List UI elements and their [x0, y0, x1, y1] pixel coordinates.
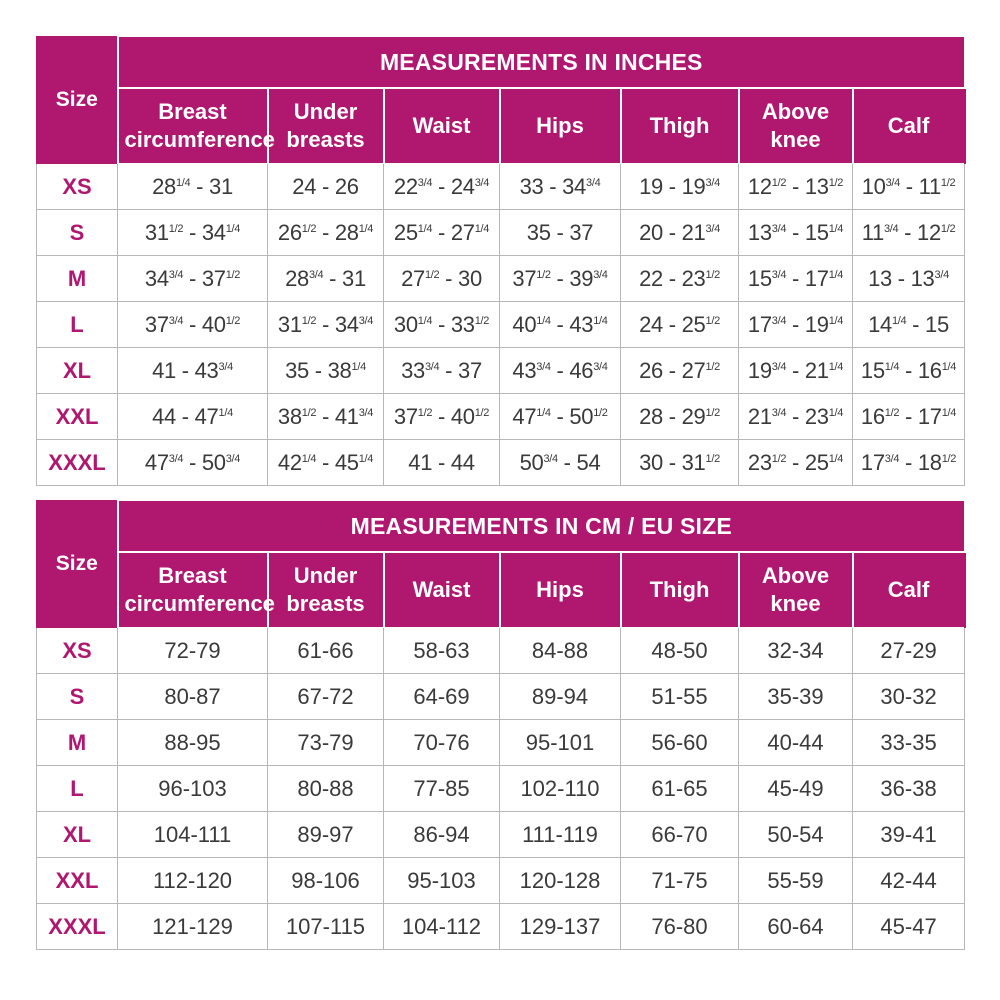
measurement-cell: $30 - 31^{1/2}$	[621, 440, 739, 486]
measurement-cell: $19 - 19^{3/4}$	[621, 164, 739, 210]
fraction-superscript: 3/4	[934, 268, 949, 281]
fraction-superscript: 1/4	[417, 314, 433, 327]
fraction-superscript: 3/4	[218, 360, 233, 373]
measurement-cell: 27-29	[853, 628, 965, 674]
fraction-superscript: 3/4	[883, 222, 899, 235]
fraction-superscript: 1/2	[940, 222, 956, 235]
column-header-row	[37, 552, 965, 628]
measurement-cell: $16^{1/2} - 17^{1/4}$	[853, 394, 965, 440]
fraction-superscript: 1/4	[884, 360, 900, 373]
measurement-cell: $15^{1/4} - 16^{1/4}$	[853, 348, 965, 394]
fraction-superscript: 1/4	[474, 222, 490, 235]
column-header: Under breasts	[268, 552, 384, 628]
measurement-cell: 35-39	[739, 674, 853, 720]
measurement-cell: $43^{3/4} - 46^{3/4}$	[500, 348, 621, 394]
measurement-cell: 72-79	[118, 628, 268, 674]
measurement-cell: 60-64	[739, 904, 853, 950]
measurement-cell: $14^{1/4} - 15$	[853, 302, 965, 348]
measurement-cell: 88-95	[118, 720, 268, 766]
measurement-cell: $11^{3/4} - 12^{1/2}$	[853, 210, 965, 256]
cm-table-body	[37, 628, 965, 950]
measurement-cell: 84-88	[500, 628, 621, 674]
table-row	[37, 256, 965, 302]
fraction-superscript: 1/4	[536, 314, 551, 327]
size-label: XXL	[37, 858, 118, 904]
fraction-superscript: 3/4	[536, 360, 551, 373]
column-header: Breast circumference	[118, 88, 268, 164]
measurement-cell: $15^{3/4} - 17^{1/4}$	[739, 256, 853, 302]
size-label: XXL	[37, 394, 118, 440]
fraction-superscript: 1/4	[891, 314, 907, 327]
measurement-cell: 35 - 37	[500, 210, 621, 256]
measurement-cell: $44 - 47^{1/4}$	[118, 394, 268, 440]
measurement-cell: 120-128	[500, 858, 621, 904]
measurement-cell: 64-69	[384, 674, 500, 720]
table-row	[37, 302, 965, 348]
fraction-superscript: 1/4	[536, 406, 551, 419]
fraction-superscript: 1/4	[828, 314, 844, 327]
fraction-superscript: 3/4	[358, 406, 374, 419]
table-row	[37, 858, 965, 904]
measurement-cell: $47^{3/4} - 50^{3/4}$	[118, 440, 268, 486]
measurement-cell: 42-44	[853, 858, 965, 904]
fraction-superscript: 1/4	[828, 222, 844, 235]
measurement-cell: 30-32	[853, 674, 965, 720]
measurement-cell: 80-88	[268, 766, 384, 812]
fraction-superscript: 1/4	[941, 360, 957, 373]
measurement-cell: $28 - 29^{1/2}$	[621, 394, 739, 440]
table-row	[37, 210, 965, 256]
measurement-cell: $47^{1/4} - 50^{1/2}$	[500, 394, 621, 440]
measurement-cell: $35 - 38^{1/4}$	[268, 348, 384, 394]
measurement-cell: 66-70	[621, 812, 739, 858]
fraction-superscript: 1/2	[225, 314, 241, 327]
measurement-cell: 73-79	[268, 720, 384, 766]
measurement-cell: 80-87	[118, 674, 268, 720]
measurement-cell: $33 - 34^{3/4}$	[500, 164, 621, 210]
measurement-cell: 67-72	[268, 674, 384, 720]
fraction-superscript: 1/4	[358, 222, 374, 235]
fraction-superscript: 1/2	[705, 360, 720, 373]
measurement-cell: $28^{1/4} - 31$	[118, 164, 268, 210]
fraction-superscript: 1/4	[417, 222, 433, 235]
measurement-cell: 121-129	[118, 904, 268, 950]
table-row	[37, 812, 965, 858]
column-header: Calf	[853, 88, 965, 164]
measurement-cell: $37^{1/2} - 40^{1/2}$	[384, 394, 500, 440]
size-label: M	[37, 256, 118, 302]
fraction-superscript: 3/4	[884, 452, 900, 465]
fraction-superscript: 1/2	[225, 268, 241, 281]
measurement-cell: 95-101	[500, 720, 621, 766]
size-label: XL	[37, 348, 118, 394]
table-row	[37, 766, 965, 812]
fraction-superscript: 1/2	[884, 406, 900, 419]
measurement-cell: $21^{3/4} - 23^{1/4}$	[739, 394, 853, 440]
measurement-cell: $41 - 43^{3/4}$	[118, 348, 268, 394]
measurement-cell: $23^{1/2} - 25^{1/4}$	[739, 440, 853, 486]
column-header: Calf	[853, 552, 965, 628]
size-column-header: Size	[37, 501, 118, 628]
column-header: Waist	[384, 88, 500, 164]
fraction-superscript: 1/4	[225, 222, 241, 235]
fraction-superscript: 1/2	[940, 176, 956, 189]
measurement-cell: 61-66	[268, 628, 384, 674]
measurement-cell: 41 - 44	[384, 440, 500, 486]
table-row	[37, 674, 965, 720]
cm-size-table	[36, 500, 966, 950]
fraction-superscript: 1/2	[301, 222, 317, 235]
fraction-superscript: 1/2	[536, 268, 551, 281]
size-label: XL	[37, 812, 118, 858]
fraction-superscript: 3/4	[705, 176, 720, 189]
measurement-cell: 50-54	[739, 812, 853, 858]
measurement-cell: 70-76	[384, 720, 500, 766]
fraction-superscript: 1/2	[474, 314, 490, 327]
fraction-superscript: 1/2	[301, 314, 317, 327]
fraction-superscript: 1/2	[705, 452, 720, 465]
measurement-cell: 95-103	[384, 858, 500, 904]
fraction-superscript: 3/4	[593, 360, 608, 373]
fraction-superscript: 3/4	[168, 314, 184, 327]
measurement-cell: $10^{3/4} - 11^{1/2}$	[853, 164, 965, 210]
column-header: Waist	[384, 552, 500, 628]
measurement-cell: $24 - 25^{1/2}$	[621, 302, 739, 348]
measurement-cell: $42^{1/4} - 45^{1/4}$	[268, 440, 384, 486]
measurement-cell: $13^{3/4} - 15^{1/4}$	[739, 210, 853, 256]
measurement-cell: 40-44	[739, 720, 853, 766]
measurement-cell: 24 - 26	[268, 164, 384, 210]
size-column-header: Size	[37, 37, 118, 164]
measurement-cell: $13 - 13^{3/4}$	[853, 256, 965, 302]
fraction-superscript: 3/4	[771, 360, 787, 373]
measurement-cell: 77-85	[384, 766, 500, 812]
measurement-cell: $25^{1/4} - 27^{1/4}$	[384, 210, 500, 256]
fraction-superscript: 1/2	[941, 452, 957, 465]
measurement-cell: $31^{1/2} - 34^{1/4}$	[118, 210, 268, 256]
column-header: Above knee	[739, 552, 853, 628]
measurement-cell: $28^{3/4} - 31$	[268, 256, 384, 302]
fraction-superscript: 3/4	[771, 222, 787, 235]
fraction-superscript: 3/4	[593, 268, 608, 281]
measurement-cell: $20 - 21^{3/4}$	[621, 210, 739, 256]
measurement-cell: 76-80	[621, 904, 739, 950]
measurement-cell: 89-94	[500, 674, 621, 720]
measurement-cell: $19^{3/4} - 21^{1/4}$	[739, 348, 853, 394]
measurement-cell: $22 - 23^{1/2}$	[621, 256, 739, 302]
fraction-superscript: 3/4	[424, 360, 440, 373]
fraction-superscript: 3/4	[771, 268, 787, 281]
measurement-cell: 55-59	[739, 858, 853, 904]
fraction-superscript: 1/4	[301, 452, 317, 465]
column-header: Hips	[500, 552, 621, 628]
table-row	[37, 440, 965, 486]
column-header: Thigh	[621, 552, 739, 628]
fraction-superscript: 1/2	[301, 406, 317, 419]
measurement-cell: $31^{1/2} - 34^{3/4}$	[268, 302, 384, 348]
measurement-cell: 89-97	[268, 812, 384, 858]
measurement-cell: $50^{3/4} - 54$	[500, 440, 621, 486]
column-header: Breast circumference	[118, 552, 268, 628]
size-label: XS	[37, 628, 118, 674]
column-header: Under breasts	[268, 88, 384, 164]
table-row	[37, 720, 965, 766]
fraction-superscript: 3/4	[771, 406, 787, 419]
measurement-cell: 86-94	[384, 812, 500, 858]
measurement-cell: $30^{1/4} - 33^{1/2}$	[384, 302, 500, 348]
measurement-cell: 39-41	[853, 812, 965, 858]
table-row	[37, 394, 965, 440]
measurement-cell: 98-106	[268, 858, 384, 904]
measurement-cell: 104-111	[118, 812, 268, 858]
column-header: Above knee	[739, 88, 853, 164]
measurement-cell: 45-49	[739, 766, 853, 812]
measurement-cell: $26 - 27^{1/2}$	[621, 348, 739, 394]
measurement-cell: 96-103	[118, 766, 268, 812]
measurement-cell: $26^{1/2} - 28^{1/4}$	[268, 210, 384, 256]
fraction-superscript: 1/4	[828, 268, 844, 281]
fraction-superscript: 1/2	[424, 268, 440, 281]
table-row	[37, 164, 965, 210]
fraction-superscript: 1/4	[351, 360, 366, 373]
fraction-superscript: 1/2	[168, 222, 184, 235]
fraction-superscript: 3/4	[358, 314, 374, 327]
table-title: MEASUREMENTS IN INCHES	[118, 37, 965, 89]
fraction-superscript: 1/4	[828, 406, 844, 419]
fraction-superscript: 1/2	[593, 406, 608, 419]
fraction-superscript: 1/4	[175, 176, 191, 189]
measurement-cell: $40^{1/4} - 43^{1/4}$	[500, 302, 621, 348]
measurement-cell: 107-115	[268, 904, 384, 950]
column-header-row	[37, 88, 965, 164]
measurement-cell: 32-34	[739, 628, 853, 674]
size-label: L	[37, 766, 118, 812]
column-header: Hips	[500, 88, 621, 164]
measurement-cell: $27^{1/2} - 30$	[384, 256, 500, 302]
fraction-superscript: 1/4	[593, 314, 608, 327]
size-label: XS	[37, 164, 118, 210]
fraction-superscript: 1/4	[218, 406, 233, 419]
fraction-superscript: 1/2	[417, 406, 433, 419]
size-label: M	[37, 720, 118, 766]
table-title: MEASUREMENTS IN CM / EU SIZE	[118, 501, 965, 553]
measurement-cell: 51-55	[621, 674, 739, 720]
size-label: L	[37, 302, 118, 348]
measurement-cell: 45-47	[853, 904, 965, 950]
measurement-cell: 33-35	[853, 720, 965, 766]
measurement-cell: 112-120	[118, 858, 268, 904]
measurement-cell: $34^{3/4} - 37^{1/2}$	[118, 256, 268, 302]
fraction-superscript: 1/2	[771, 176, 787, 189]
fraction-superscript: 1/2	[828, 176, 844, 189]
table-row	[37, 904, 965, 950]
measurement-cell: $17^{3/4} - 19^{1/4}$	[739, 302, 853, 348]
measurement-cell: $38^{1/2} - 41^{3/4}$	[268, 394, 384, 440]
measurement-cell: 56-60	[621, 720, 739, 766]
fraction-superscript: 1/4	[941, 406, 957, 419]
fraction-superscript: 3/4	[168, 268, 184, 281]
measurement-cell: $33^{3/4} - 37$	[384, 348, 500, 394]
measurement-cell: 58-63	[384, 628, 500, 674]
size-label: XXXL	[37, 904, 118, 950]
table-row	[37, 348, 965, 394]
fraction-superscript: 3/4	[225, 452, 241, 465]
fraction-superscript: 1/2	[705, 406, 720, 419]
fraction-superscript: 1/2	[474, 406, 490, 419]
measurement-cell: $37^{3/4} - 40^{1/2}$	[118, 302, 268, 348]
fraction-superscript: 3/4	[308, 268, 324, 281]
measurement-cell: $22^{3/4} - 24^{3/4}$	[384, 164, 500, 210]
measurement-cell: $17^{3/4} - 18^{1/2}$	[853, 440, 965, 486]
fraction-superscript: 3/4	[771, 314, 787, 327]
fraction-superscript: 3/4	[417, 176, 433, 189]
measurement-cell: 71-75	[621, 858, 739, 904]
measurement-cell: 36-38	[853, 766, 965, 812]
measurement-cell: 61-65	[621, 766, 739, 812]
measurement-cell: $12^{1/2} - 13^{1/2}$	[739, 164, 853, 210]
inches-size-table	[36, 36, 966, 486]
measurement-cell: 48-50	[621, 628, 739, 674]
table-row	[37, 628, 965, 674]
fraction-superscript: 1/4	[358, 452, 374, 465]
fraction-superscript: 1/4	[828, 452, 844, 465]
measurement-cell: $37^{1/2} - 39^{3/4}$	[500, 256, 621, 302]
measurement-cell: 104-112	[384, 904, 500, 950]
fraction-superscript: 3/4	[705, 222, 720, 235]
column-header: Thigh	[621, 88, 739, 164]
fraction-superscript: 1/4	[828, 360, 844, 373]
size-label: XXXL	[37, 440, 118, 486]
measurement-cell: 129-137	[500, 904, 621, 950]
measurement-cell: 111-119	[500, 812, 621, 858]
fraction-superscript: 1/2	[771, 452, 787, 465]
fraction-superscript: 3/4	[885, 176, 900, 189]
fraction-superscript: 1/2	[705, 268, 720, 281]
fraction-superscript: 3/4	[586, 176, 601, 189]
fraction-superscript: 3/4	[474, 176, 490, 189]
size-label: S	[37, 674, 118, 720]
size-label: S	[37, 210, 118, 256]
fraction-superscript: 3/4	[168, 452, 184, 465]
fraction-superscript: 1/2	[705, 314, 720, 327]
fraction-superscript: 3/4	[543, 452, 558, 465]
measurement-cell: 102-110	[500, 766, 621, 812]
inches-table-body	[37, 164, 965, 486]
